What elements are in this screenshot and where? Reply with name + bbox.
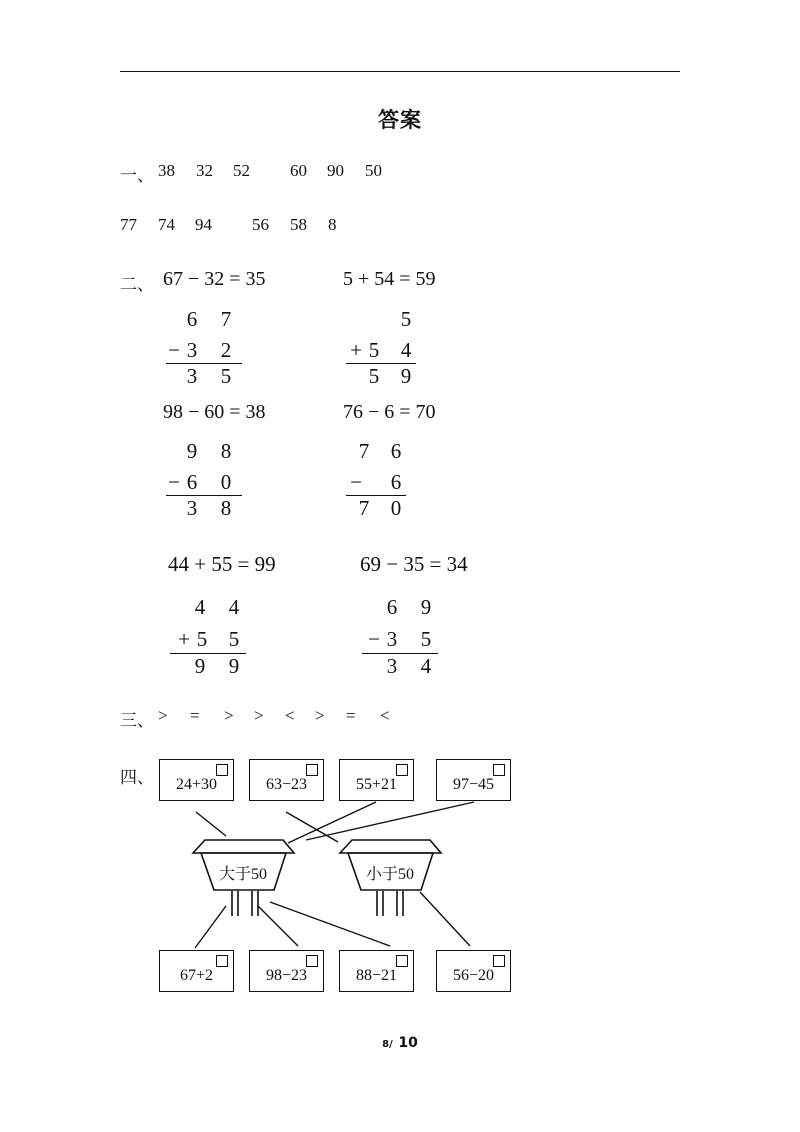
envelope-card [436,759,511,801]
digit: 6 [386,595,398,619]
equation-4: 76 − 6 = 70 [343,401,436,423]
digit: 4 [194,595,206,619]
section4-marker: 四、 [120,768,154,787]
digit: 0 [220,470,232,494]
envelope-card [339,950,414,992]
digit: 0 [390,496,402,520]
card-expression: 63−23 [265,776,308,793]
digit: 5 [368,338,380,362]
compare-symbol: > [224,706,234,725]
digit: 3 [186,496,198,520]
card-expression: 97−45 [452,776,495,793]
digit: 8 [220,439,232,463]
digit: 4 [420,654,432,678]
stamp-icon [306,955,318,967]
stamp-icon [306,764,318,776]
mailbox-label-greater: 大于50 [218,866,267,883]
answer-2-4: 56 [252,215,269,234]
compare-symbol: > [158,706,168,725]
envelope-card [159,950,234,992]
answer-1-3: 52 [233,161,250,180]
stamp-icon [216,955,228,967]
digit: 6 [390,439,402,463]
stamp-icon [493,955,505,967]
envelope-card [249,759,324,801]
stamp-icon [493,764,505,776]
section3-marker: 三、 [120,711,154,730]
compare-symbol: > [315,706,325,725]
section2-marker: 二、 [120,275,154,294]
compare-symbol: < [380,706,390,725]
operator: − [368,627,380,651]
digit: 9 [194,654,206,678]
digit: 7 [358,439,370,463]
envelope-card [249,950,324,992]
page-separator: / [389,1039,393,1050]
digit: 5 [400,307,412,331]
compare-symbol: < [285,706,295,725]
card-expression: 67+2 [179,967,214,984]
answer-1-1: 38 [158,161,175,180]
digit: 3 [186,338,198,362]
digit: 3 [386,627,398,651]
page-number [0,1032,800,1051]
stamp-icon [216,764,228,776]
card-expression: 55+21 [355,776,398,793]
digit: 5 [196,627,208,651]
digit: 6 [390,470,402,494]
answer-1-2: 32 [196,161,213,180]
envelope-card [159,759,234,801]
equation-5: 44 + 55 = 99 [168,552,276,576]
digit: 5 [420,627,432,651]
card-expression: 24+30 [175,776,218,793]
envelope-card [436,950,511,992]
compare-symbol: = [346,706,356,725]
stamp-icon [396,764,408,776]
digit: 5 [228,627,240,651]
answer-1-6: 50 [365,161,382,180]
digit: 6 [186,307,198,331]
page-title: 答案 [378,108,422,132]
answer-1-5: 90 [327,161,344,180]
operator: + [350,338,362,362]
operator: − [168,338,180,362]
digit: 5 [220,364,232,388]
section1-marker: 一、 [120,166,154,185]
equation-2: 5 + 54 = 59 [343,268,436,290]
card-expression: 88−21 [355,967,398,984]
equation-6: 69 − 35 = 34 [360,552,468,576]
answer-2-3: 94 [195,215,212,234]
digit: 6 [186,470,198,494]
answer-2-6: 8 [328,215,337,234]
answer-2-1: 77 [120,215,137,234]
digit: 3 [386,654,398,678]
operator: − [168,470,180,494]
answer-1-4: 60 [290,161,307,180]
digit: 4 [228,595,240,619]
mailbox-label-less: 小于50 [365,866,414,883]
card-expression: 98−23 [265,967,308,984]
digit: 3 [186,364,198,388]
stamp-icon [396,955,408,967]
digit: 7 [220,307,232,331]
answer-2-2: 74 [158,215,175,234]
answer-2-5: 58 [290,215,307,234]
digit: 9 [228,654,240,678]
equation-1: 67 − 32 = 35 [163,268,266,290]
digit: 7 [358,496,370,520]
digit: 9 [420,595,432,619]
digit: 9 [400,364,412,388]
card-expression: 56−20 [452,967,495,984]
compare-symbol: = [190,706,200,725]
digit: 9 [186,439,198,463]
digit: 4 [400,338,412,362]
digit: 8 [220,496,232,520]
page-total: 10 [398,1035,418,1051]
digit: 5 [368,364,380,388]
page-current: 8 [382,1039,390,1050]
envelope-card [339,759,414,801]
operator: + [178,627,190,651]
digit: 2 [220,338,232,362]
equation-3: 98 − 60 = 38 [163,401,266,423]
operator: − [350,470,362,494]
compare-symbol: > [254,706,264,725]
